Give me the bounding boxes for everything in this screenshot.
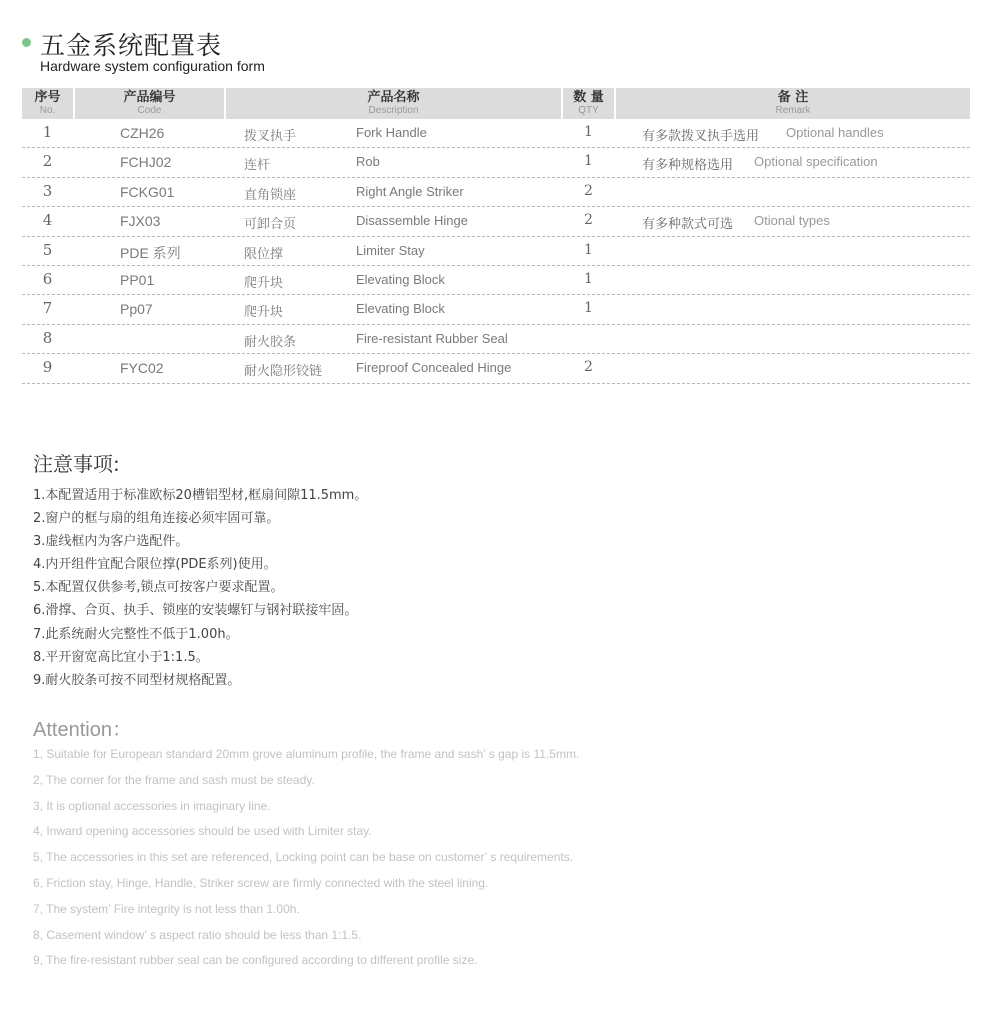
cell-name-en: Elevating Block <box>356 301 445 317</box>
cell-qty: 1 <box>584 153 593 170</box>
attention-item: 8, Casement window’ s aspect ratio should be less than 1:1.5. <box>33 927 362 942</box>
column-header-sublabel: Description <box>368 105 419 116</box>
cell-name-en: Right Angle Striker <box>356 183 464 199</box>
attention-item: 6, Friction stay, Hinge, Handle, Striker screw are firmly connected with the steel lining. <box>33 875 489 890</box>
cell-qty: 1 <box>584 241 593 258</box>
cell-remark-en: Optional handles <box>786 125 884 140</box>
note-item: 3.虚线框内为客户选配件。 <box>33 534 189 550</box>
column-header-no <box>22 88 73 119</box>
attention-item: 2, The corner for the frame and sash must be steady. <box>33 772 315 787</box>
column-header-qty <box>563 88 614 119</box>
note-item: 6.滑撑、合页、执手、锁座的安装螺钉与钢衬联接牢固。 <box>33 603 358 619</box>
column-header-label: 产品编号 <box>123 90 176 105</box>
column-header-sublabel: QTY <box>578 105 599 116</box>
cell-name-en: Disassemble Hinge <box>356 213 468 229</box>
attention-item: 1, Suitable for European standard 20mm grove aluminum profile, the frame and sash’ s gap is 11.5mm. <box>33 747 580 761</box>
cell-name-en: Limiter Stay <box>356 242 425 258</box>
table-row <box>22 325 970 354</box>
cell-no: 6 <box>42 269 53 288</box>
cell-code: FCHJ02 <box>120 154 172 171</box>
cell-name-cn: 爬升块 <box>244 275 284 291</box>
note-item: 5.本配置仅供参考,锁点可按客户要求配置。 <box>33 580 284 596</box>
cell-code: PDE 系列 <box>120 244 181 261</box>
cell-no: 1 <box>42 123 53 141</box>
table-row <box>22 295 970 324</box>
cell-remark-cn: 有多种规格选用 <box>642 158 734 174</box>
column-header-sublabel: Remark <box>775 105 811 116</box>
cell-name-cn: 可卸合页 <box>244 217 297 233</box>
cell-name-cn: 耐火隐形铰链 <box>244 364 323 380</box>
attention-item: 4, Inward opening accessories should be used with Limiter stay. <box>33 824 372 839</box>
notes-title: 注意事项: <box>33 452 120 476</box>
cell-name-en: Elevating Block <box>356 271 445 287</box>
column-header-sublabel: Code <box>137 105 162 116</box>
notes-list <box>33 484 367 692</box>
table-header <box>22 88 970 119</box>
cell-code: PP01 <box>120 271 155 288</box>
table-row <box>22 148 970 177</box>
column-header-label: 备 注 <box>777 90 809 105</box>
table-row <box>22 178 970 207</box>
note-item: 4.内开组件宜配合限位撑(PDE系列)使用。 <box>33 557 277 573</box>
attention-item: 3, It is optional accessories in imaginary line. <box>33 798 271 813</box>
note-item: 8.平开窗宽高比宜小于1:1.5。 <box>33 649 209 665</box>
column-header-description <box>226 88 561 119</box>
column-header-sublabel: No. <box>39 105 56 116</box>
attention-item: 9, The fire-resistant rubber seal can be configured according to different profile size. <box>33 953 478 968</box>
table-row <box>22 119 970 148</box>
cell-qty: 2 <box>584 182 593 199</box>
cell-no: 8 <box>42 328 53 347</box>
column-header-label: 产品名称 <box>367 90 420 105</box>
cell-qty: 1 <box>584 270 593 287</box>
cell-remark-cn: 有多种款式可选 <box>642 217 734 233</box>
cell-code: Pp07 <box>120 301 153 318</box>
note-item: 9.耐火胶条可按不同型材规格配置。 <box>33 672 241 688</box>
cell-qty: 1 <box>584 300 593 317</box>
cell-name-cn: 连杆 <box>244 158 271 174</box>
bullet-dot-icon <box>22 38 31 47</box>
table-row <box>22 207 970 236</box>
attention-title: Attention： <box>33 719 132 741</box>
attention-item: 5, The accessories in this set are referenced, Locking point can be base on customer’ s requirements. <box>33 850 574 865</box>
cell-code: FYC02 <box>120 360 164 377</box>
cell-remark-en: Otional types <box>754 213 830 229</box>
cell-name-en: Fork Handle <box>356 125 427 140</box>
column-header-remark <box>616 88 970 119</box>
cell-qty: 2 <box>584 212 593 229</box>
cell-name-en: Fireproof Concealed Hinge <box>356 360 512 376</box>
cell-no: 2 <box>42 152 53 171</box>
cell-remark-en: Optional specification <box>754 154 878 170</box>
cell-name-cn: 直角锁座 <box>244 187 297 203</box>
cell-no: 4 <box>42 211 53 230</box>
cell-code: FJX03 <box>120 213 161 230</box>
table-row <box>22 237 970 266</box>
hardware-config-table <box>22 88 970 384</box>
cell-qty: 1 <box>584 124 593 140</box>
cell-remark-cn: 有多款拨叉执手选用 <box>642 129 760 144</box>
attention-item: 7, The system’ Fire integrity is not less than 1.00h. <box>33 901 300 916</box>
cell-name-cn: 拨叉执手 <box>244 129 297 144</box>
column-header-code <box>75 88 224 119</box>
cell-name-cn: 限位撑 <box>244 246 284 262</box>
column-header-label: 数 量 <box>573 90 604 105</box>
column-header-label: 序号 <box>34 90 61 105</box>
page-subtitle: Hardware system configuration form <box>40 58 265 74</box>
page-title: 五金系统配置表 <box>40 31 223 60</box>
cell-code: CZH26 <box>120 125 165 141</box>
cell-name-en: Fire-resistant Rubber Seal <box>356 330 508 346</box>
cell-no: 9 <box>42 358 53 377</box>
cell-no: 3 <box>42 181 53 200</box>
note-item: 2.窗户的框与扇的组角连接必须牢固可靠。 <box>33 511 280 527</box>
cell-no: 7 <box>42 299 53 318</box>
cell-name-cn: 耐火胶条 <box>244 334 297 350</box>
table-row <box>22 266 970 295</box>
cell-code: FCKG01 <box>120 183 175 200</box>
attention-list <box>33 742 579 974</box>
table-row <box>22 354 970 383</box>
cell-name-en: Rob <box>356 154 380 170</box>
cell-name-cn: 爬升块 <box>244 305 284 321</box>
note-item: 7.此系统耐火完整性不低于1.00h。 <box>33 626 239 642</box>
note-item: 1.本配置适用于标准欧标20槽铝型材,框扇间隙11.5mm。 <box>33 488 368 503</box>
cell-no: 5 <box>42 240 53 259</box>
cell-qty: 2 <box>584 359 593 376</box>
